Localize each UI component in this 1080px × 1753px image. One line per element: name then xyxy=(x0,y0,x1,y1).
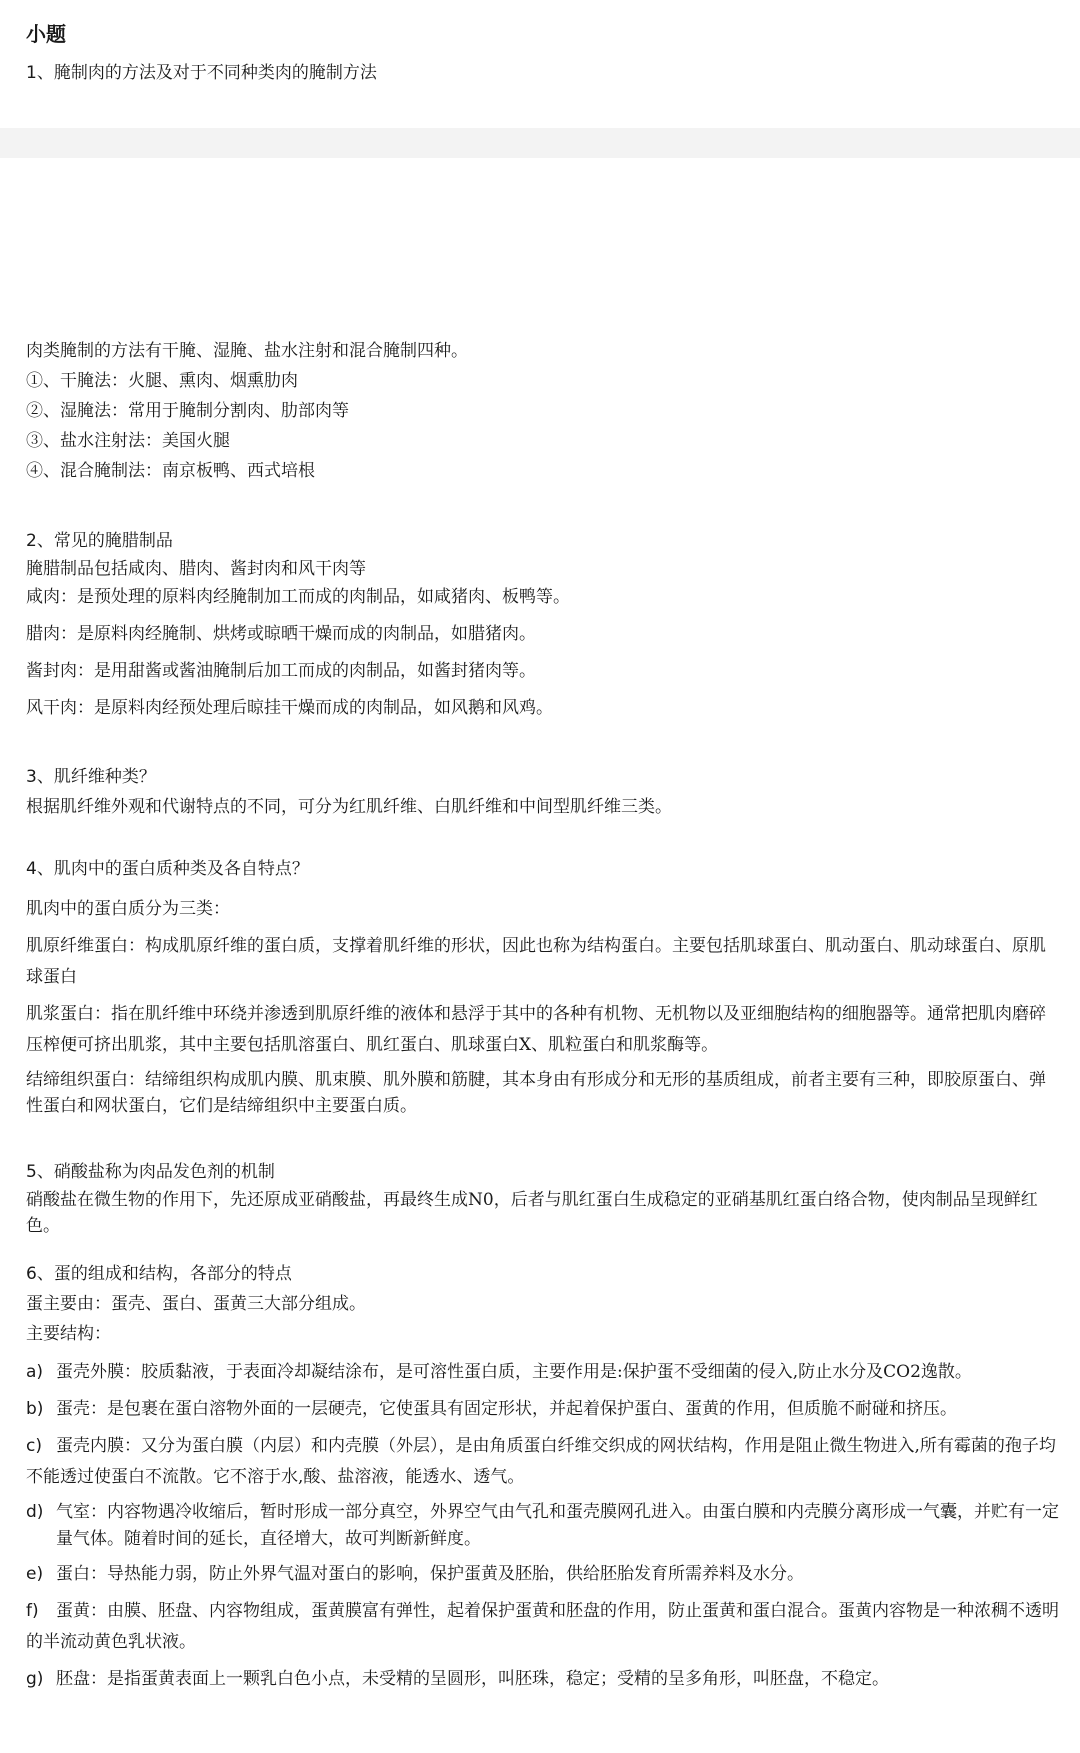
item-text: 蛋壳外膜：胶质黏液，于表面冷却凝结涂布，是可溶性蛋白质，主要作用是:保护蛋不受细菌的侵入,防止水分及CO2逸散。 xyxy=(56,1362,972,1382)
structure-item xyxy=(26,1596,1060,1658)
section6-structure-label: 主要结构： xyxy=(26,1324,111,1344)
item-text: 胚盘：是指蛋黄表面上一颗乳白色小点，未受精的呈圆形，叫胚珠，稳定；受精的呈多角形，叫胚盘，不稳定。 xyxy=(56,1669,889,1689)
section3-answer: 根据肌纤维外观和代谢特点的不同，可分为红肌纤维、白肌纤维和中间型肌纤维三类。 xyxy=(26,797,672,817)
question-5-heading: 5、硝酸盐称为肉品发色剂的机制 xyxy=(26,1162,275,1182)
item-marker: f) xyxy=(26,1601,39,1621)
section4-item: 肌原纤维蛋白：构成肌原纤维的蛋白质，支撑着肌纤维的形状，因此也称为结构蛋白。主要包括肌球蛋白、肌动蛋白、肌动球蛋白、原肌球蛋白 xyxy=(26,936,1046,987)
item-marker: e) xyxy=(26,1564,44,1584)
section1-item: ②、湿腌法：常用于腌制分割肉、肋部肉等 xyxy=(26,401,349,421)
structure-item xyxy=(26,1431,1060,1493)
section1-item: ③、盐水注射法：美国火腿 xyxy=(26,431,230,451)
divider-band xyxy=(0,128,1080,158)
section2-intro: 腌腊制品包括咸肉、腊肉、酱封肉和风干肉等 xyxy=(26,559,366,579)
item-text: 蛋白：导热能力弱，防止外界气温对蛋白的影响，保护蛋黄及胚胎，供给胚胎发育所需养料及水分。 xyxy=(56,1564,804,1584)
section6-intro: 蛋主要由：蛋壳、蛋白、蛋黄三大部分组成。 xyxy=(26,1294,366,1314)
section4-item: 肌浆蛋白：指在肌纤维中环绕并渗透到肌原纤维的液体和悬浮于其中的各种有机物、无机物以及亚细胞结构的细胞器等。通常把肌肉磨碎压榨便可挤出肌浆，其中主要包括肌溶蛋白、肌红蛋白、肌球蛋白X、肌粒蛋白和肌浆酶等。 xyxy=(26,1004,1046,1055)
item-text: 气室：内容物遇冷收缩后，暂时形成一部分真空，外界空气由气孔和蛋壳膜网孔进入。由蛋白膜和内壳膜分离形成一气囊，并贮有一定量气体。随着时间的延长，直径增大，故可判断新鲜度。 xyxy=(56,1502,1059,1549)
section2-item: 咸肉：是预处理的原料肉经腌制加工而成的肉制品，如咸猪肉、板鸭等。 xyxy=(26,587,570,607)
item-marker: d) xyxy=(26,1502,44,1522)
section4-item: 结缔组织蛋白：结缔组织构成肌内膜、肌束膜、肌外膜和筋腱，其本身由有形成分和无形的基质组成，前者主要有三种，即胶原蛋白、弹性蛋白和网状蛋白，它们是结缔组织中主要蛋白质。 xyxy=(26,1070,1046,1116)
question-2-heading: 2、常见的腌腊制品 xyxy=(26,531,173,551)
item-text: 蛋壳：是包裹在蛋白溶物外面的一层硬壳，它使蛋具有固定形状，并起着保护蛋白、蛋黄的作用，但质脆不耐碰和挤压。 xyxy=(56,1399,957,1419)
structure-item xyxy=(26,1394,1060,1425)
section4-intro: 肌肉中的蛋白质分为三类： xyxy=(26,899,230,919)
item-marker: g) xyxy=(26,1669,44,1689)
question-4-heading: 4、肌肉中的蛋白质种类及各自特点？ xyxy=(26,859,309,879)
question-6-heading: 6、蛋的组成和结构，各部分的特点 xyxy=(26,1264,292,1284)
section2-item: 酱封肉：是用甜酱或酱油腌制后加工而成的肉制品，如酱封猪肉等。 xyxy=(26,661,536,681)
section1-item: ④、混合腌制法：南京板鸭、西式培根 xyxy=(26,461,315,481)
section2-item: 腊肉：是原料肉经腌制、烘烤或晾晒干燥而成的肉制品，如腊猪肉。 xyxy=(26,624,536,644)
answer-content xyxy=(26,336,1060,1701)
item-text: 蛋黄：由膜、胚盘、内容物组成，蛋黄膜富有弹性，起着保护蛋黄和胚盘的作用，防止蛋黄和蛋白混合。蛋黄内容物是一种浓稠不透明的半流动黄色乳状液。 xyxy=(26,1601,1059,1652)
item-marker: a) xyxy=(26,1362,44,1382)
structure-item xyxy=(26,1559,1060,1590)
section1-item: ①、干腌法：火腿、熏肉、烟熏肋肉 xyxy=(26,371,298,391)
item-marker: b) xyxy=(26,1399,44,1419)
section2-item: 风干肉：是原料肉经预处理后晾挂干燥而成的肉制品，如风鹅和风鸡。 xyxy=(26,698,553,718)
structure-item xyxy=(26,1357,1060,1388)
item-text: 蛋壳内膜：又分为蛋白膜（内层）和内壳膜（外层），是由角质蛋白纤维交织成的网状结构，作用是阻止微生物进入,所有霉菌的孢子均不能透过使蛋白不流散。它不溶于水,酸、盐溶液，能透水、透气。 xyxy=(26,1436,1056,1487)
section1-intro: 肉类腌制的方法有干腌、湿腌、盐水注射和混合腌制四种。 xyxy=(26,341,468,361)
question-3-heading: 3、肌纤维种类？ xyxy=(26,767,156,787)
section5-answer: 硝酸盐在微生物的作用下，先还原成亚硝酸盐，再最终生成N0，后者与肌红蛋白生成稳定的亚硝基肌红蛋白络合物，使肉制品呈现鲜红色。 xyxy=(26,1190,1038,1236)
page-title: 小题 xyxy=(26,22,66,46)
item-marker: c) xyxy=(26,1436,42,1456)
question-1-heading: 1、腌制肉的方法及对于不同种类肉的腌制方法 xyxy=(26,63,377,83)
structure-item xyxy=(26,1664,1060,1695)
structure-item xyxy=(26,1499,1060,1553)
